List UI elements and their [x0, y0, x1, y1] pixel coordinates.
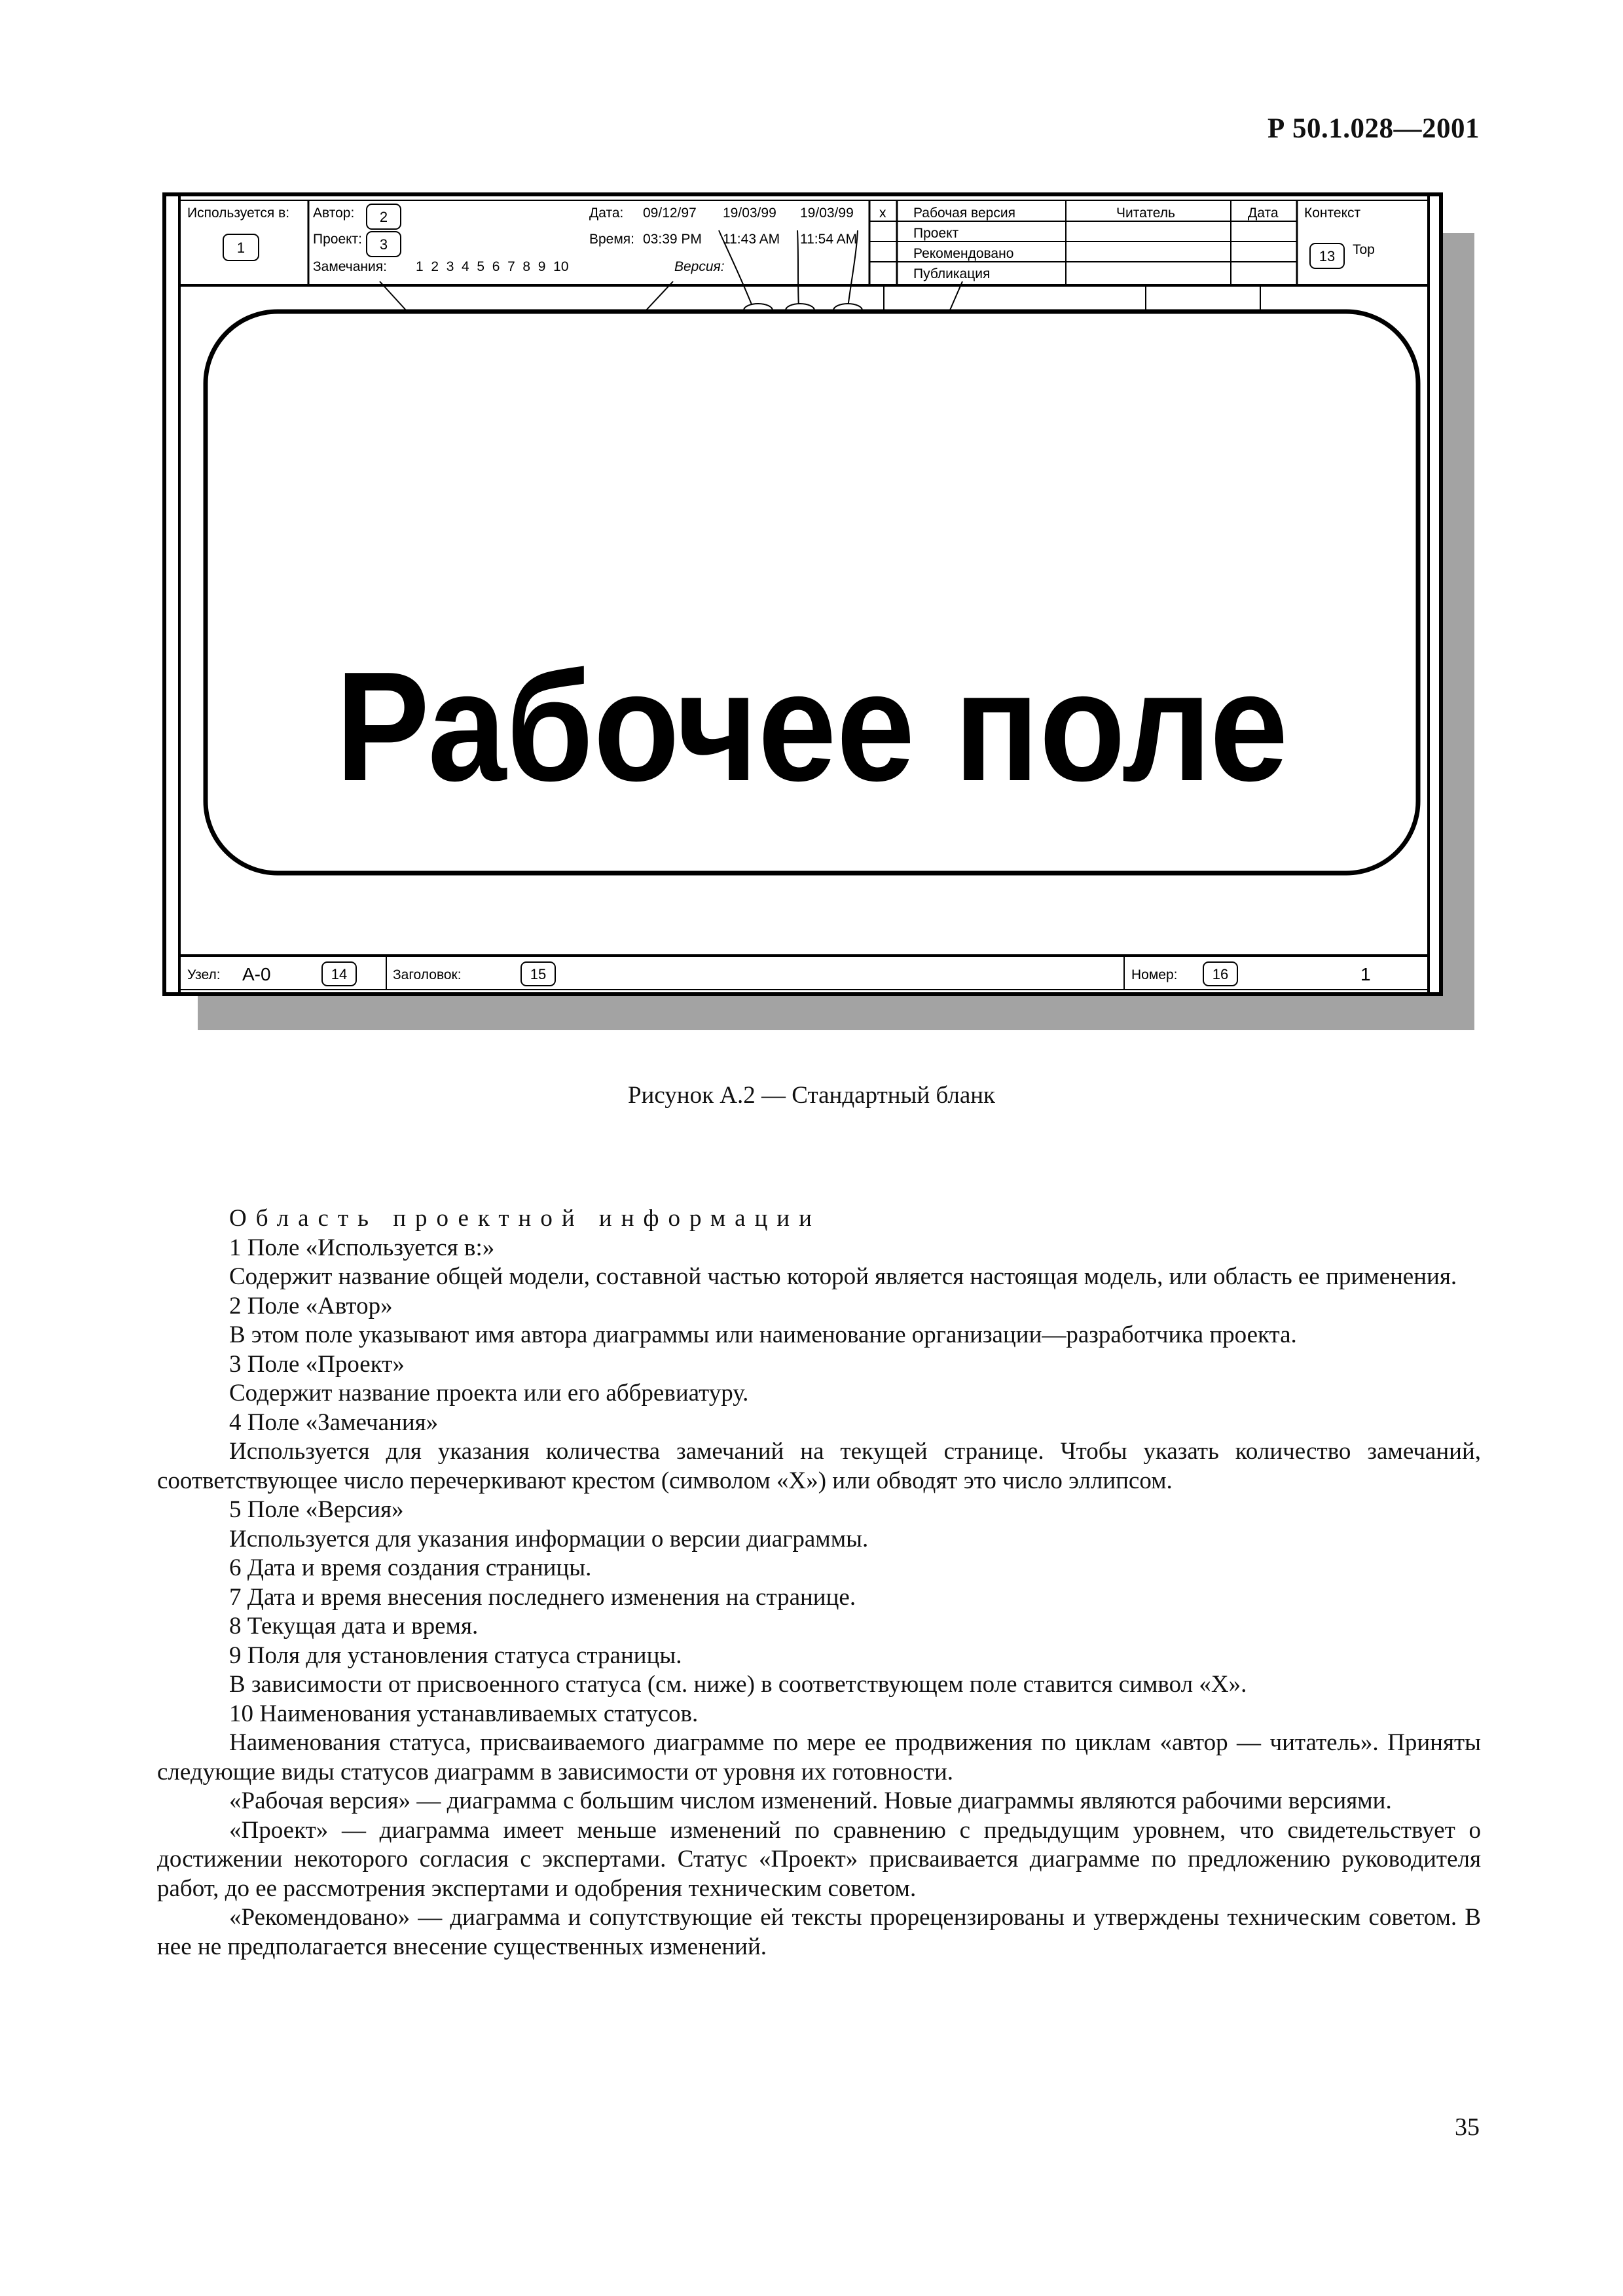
workspace-label: Рабочее поле [335, 640, 1288, 814]
paragraph: 8 Текущая дата и время. [229, 1613, 479, 1640]
callout-14: 14 [331, 966, 348, 982]
project-label: Проект: [313, 232, 363, 247]
status-working-version: Рабочая версия [913, 206, 1015, 221]
used-in-label: Используется в: [187, 206, 290, 221]
paragraph: Содержит название общей модели, составной частью которой является настоящая модель, или область ее применения. [229, 1263, 1457, 1290]
date-current: 19/03/99 [800, 206, 854, 221]
reader-date-label: Дата [1248, 206, 1279, 221]
paragraph: 1 Поле «Используется в:» [229, 1234, 495, 1261]
paragraph: В этом поле указывают имя автора диаграммы или наименование организации—разработчика проекта. [229, 1321, 1297, 1348]
status-publication: Публикация [913, 266, 991, 281]
paragraph: В зависимости от присвоенного статуса (см. ниже) в соответствующем поле ставится символ «X». [229, 1671, 1247, 1698]
paragraph: 3 Поле «Проект» [229, 1350, 405, 1378]
callout-1: 1 [236, 240, 246, 256]
status-draft: Проект [913, 226, 959, 241]
paragraph: 5 Поле «Версия» [229, 1496, 404, 1523]
figure-caption: Рисунок А.2 — Стандартный бланк [627, 1082, 996, 1109]
number-label: Номер: [1131, 967, 1178, 982]
context-label: Контекст [1304, 206, 1361, 221]
date-modified: 19/03/99 [723, 206, 776, 221]
callout-3: 3 [379, 236, 388, 253]
paragraph: 10 Наименования устанавливаемых статусов. [229, 1700, 699, 1727]
paragraph: 4 Поле «Замечания» [229, 1408, 439, 1436]
paragraph: 9 Поля для установления статуса страницы. [229, 1641, 682, 1669]
context-top-label: Top [1353, 242, 1375, 257]
node-value: А-0 [242, 964, 271, 984]
page-number: 35 [1455, 2113, 1480, 2141]
paragraph: Содержит название проекта или его аббревиатуру. [229, 1380, 749, 1407]
paragraph: 7 Дата и время внесения последнего изменения на странице. [229, 1583, 856, 1611]
time-created: 03:39 PM [643, 232, 702, 247]
time-modified: 11:43 AM [723, 232, 780, 247]
paragraph: 2 Поле «Автор» [229, 1292, 393, 1319]
paragraph: «Рабочая версия» — диаграмма с большим числом изменений. Новые диаграммы являются рабочими версиями. [229, 1787, 1392, 1814]
callout-15: 15 [530, 966, 547, 982]
node-label: Узел: [187, 967, 221, 982]
notes-numbers: 1 2 3 4 5 6 7 8 9 10 [416, 259, 569, 274]
standard-form-diagram [0, 0, 1623, 1060]
callout-2: 2 [379, 209, 388, 225]
reader-label: Читатель [1116, 206, 1175, 221]
callout-16: 16 [1212, 966, 1229, 982]
body-text [157, 1204, 1481, 1962]
paragraph: 6 Дата и время создания страницы. [229, 1554, 592, 1581]
section-heading: Область проектной информации [229, 1205, 821, 1232]
time-current: 11:54 AM [800, 232, 858, 247]
document-code: Р 50.1.028—2001 [1267, 113, 1480, 144]
time-label: Время: [589, 232, 635, 247]
paragraph: Используется для указания информации о версии диаграммы. [229, 1525, 869, 1552]
date-created: 09/12/97 [643, 206, 697, 221]
paragraph: Используется для указания количества замечаний на текущей странице. Чтобы указать количество замечаний, соответствующее число перечеркивают крестом (символом «X») или обводят это число эллипсом. [157, 1438, 1481, 1494]
paragraph: Наименования статуса, присваиваемого диаграмме по мере ее продвижения по циклам «автор — читатель». Приняты следующие виды статусов диаграмм в зависимости от уровня их готовности. [157, 1729, 1481, 1785]
author-label: Автор: [313, 206, 355, 221]
paragraph: «Проект» — диаграмма имеет меньше изменений по сравнению с предыдущим уровнем, что свидетельствует о достижении некоторого согласия с экспертами. Статус «Проект» присваивается диаграмме по предложению руководителя работ, до ее рассмотрения экспертами и одобрения техническим советом. [157, 1816, 1481, 1902]
standard-form-figure [0, 0, 1623, 1060]
version-label: Версия: [674, 259, 725, 274]
notes-label: Замечания: [313, 259, 387, 274]
date-label: Дата: [589, 206, 624, 221]
title-label: Заголовок: [393, 967, 462, 982]
paragraph: «Рекомендовано» — диаграмма и сопутствующие ей тексты прорецензированы и утверждены техническим советом. В нее не предполагается внесение существенных изменений. [157, 1904, 1481, 1960]
status-recommended: Рекомендовано [913, 246, 1014, 261]
callout-13: 13 [1319, 248, 1336, 264]
status-x-label: x [879, 206, 886, 221]
page-value: 1 [1360, 964, 1371, 984]
